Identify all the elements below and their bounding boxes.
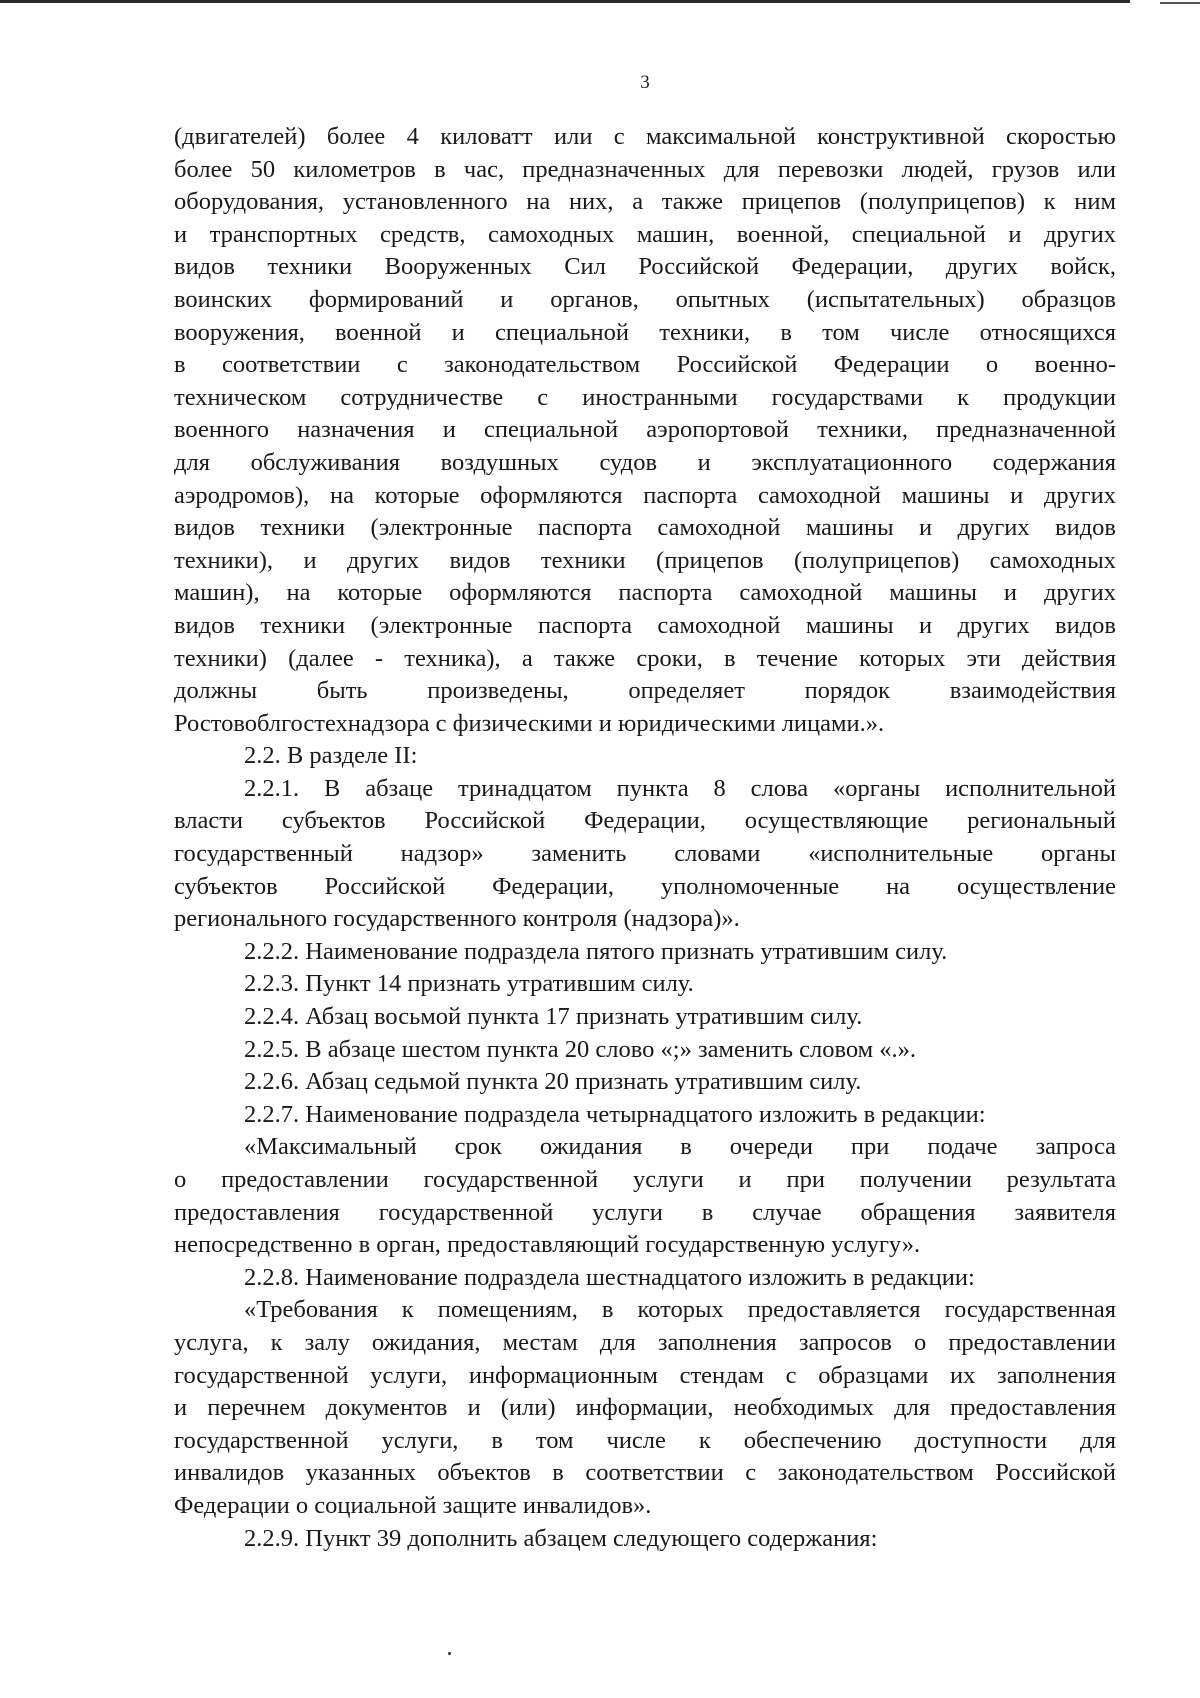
- scan-speck: [448, 1652, 451, 1655]
- document-line: 2.2.7. Наименование подраздела четырнадцатого изложить в редакции:: [244, 1100, 986, 1128]
- document-line: 2.2.6. Абзац седьмой пункта 20 признать утратившим силу.: [244, 1068, 862, 1096]
- document-line: в соответствии с законодательством Российской Федерации о военно-: [174, 351, 1116, 379]
- document-line: власти субъектов Российской Федерации, осуществляющие региональный: [174, 807, 1116, 835]
- document-line: 2.2.9. Пункт 39 дополнить абзацем следующего содержания:: [244, 1524, 878, 1552]
- document-line: более 50 километров в час, предназначенных для перевозки людей, грузов или: [174, 155, 1116, 183]
- document-line: и транспортных средств, самоходных машин, военной, специальной и других: [174, 220, 1116, 248]
- document-line: субъектов Российской Федерации, уполномоченные на осуществление: [174, 872, 1116, 900]
- document-line: услуга, к залу ожидания, местам для заполнения запросов о предоставлении: [174, 1328, 1116, 1356]
- document-line: о предоставлении государственной услуги и при получении результата: [174, 1166, 1116, 1193]
- document-line: для обслуживания воздушных судов и эксплуатационного содержания: [174, 448, 1116, 476]
- document-line: непосредственно в орган, предоставляющий государственную услугу».: [174, 1231, 921, 1259]
- document-line: воинских формирований и органов, опытных (испытательных) образцов: [174, 285, 1116, 313]
- document-line: «Требования к помещениям, в которых предоставляется государственная: [244, 1296, 1116, 1324]
- document-line: 2.2.2. Наименование подраздела пятого признать утратившим силу.: [244, 937, 948, 965]
- scan-edge-mark: [1160, 2, 1200, 4]
- document-line: аэродромов), на которые оформляются паспорта самоходной машины и других: [174, 481, 1116, 509]
- document-line: регионального государственного контроля (надзора)».: [174, 905, 740, 933]
- document-line: видов техники (электронные паспорта самоходной машины и других видов: [174, 611, 1116, 639]
- document-line: вооружения, военной и специальной техники, в том числе относящихся: [174, 318, 1116, 346]
- document-line: должны быть произведены, определяет порядок взаимодействия: [174, 677, 1116, 705]
- document-line: техники) (далее - техника), а также сроки, в течение которых эти действия: [174, 644, 1116, 672]
- document-line: 2.2. В разделе II:: [244, 742, 418, 770]
- document-line: государственной услуги, в том числе к обеспечению доступности для: [174, 1426, 1116, 1454]
- document-line: техники), и других видов техники (прицепов (полуприцепов) самоходных: [174, 546, 1116, 574]
- document-line: 2.2.1. В абзаце тринадцатом пункта 8 слова «органы исполнительной: [244, 774, 1116, 802]
- document-line: предоставления государственной услуги в случае обращения заявителя: [174, 1198, 1116, 1226]
- document-line: государственной услуги, информационным стендам с образцами их заполнения: [174, 1361, 1116, 1389]
- document-line: машин), на которые оформляются паспорта самоходной машины и других: [174, 579, 1116, 607]
- document-line: видов техники (электронные паспорта самоходной машины и других видов: [174, 514, 1116, 542]
- document-line: государственный надзор» заменить словами «исполнительные органы: [174, 840, 1116, 868]
- document-line: и перечнем документов и (или) информации, необходимых для предоставления: [174, 1394, 1116, 1422]
- document-line: 2.2.8. Наименование подраздела шестнадцатого изложить в редакции:: [244, 1263, 975, 1291]
- document-line: видов техники Вооруженных Сил Российской Федерации, других войск,: [174, 253, 1116, 281]
- page-number: 3: [640, 72, 650, 93]
- document-line: военного назначения и специальной аэропортовой техники, предназначенной: [174, 416, 1116, 444]
- document-line: 2.2.3. Пункт 14 признать утратившим силу.: [244, 970, 694, 998]
- document-line: оборудования, установленного на них, а также прицепов (полуприцепов) к ним: [174, 188, 1116, 216]
- document-line: инвалидов указанных объектов в соответствии с законодательством Российской: [174, 1459, 1116, 1487]
- document-line: Федерации о социальной защите инвалидов».: [174, 1491, 652, 1519]
- document-line: техническом сотрудничестве с иностранными государствами к продукции: [174, 383, 1116, 411]
- document-line: 2.2.4. Абзац восьмой пункта 17 признать утратившим силу.: [244, 1003, 863, 1031]
- document-line: 2.2.5. В абзаце шестом пункта 20 слово «;» заменить словом «.».: [244, 1035, 917, 1063]
- document-line: Ростовоблгостехнадзора с физическими и юридическими лицами.».: [174, 709, 885, 737]
- document-body: [174, 121, 1116, 1555]
- document-line: (двигателей) более 4 киловатт или с максимальной конструктивной скоростью: [174, 123, 1116, 150]
- scan-edge-line: [0, 0, 1130, 3]
- document-line: «Максимальный срок ожидания в очереди при подаче запроса: [244, 1133, 1116, 1161]
